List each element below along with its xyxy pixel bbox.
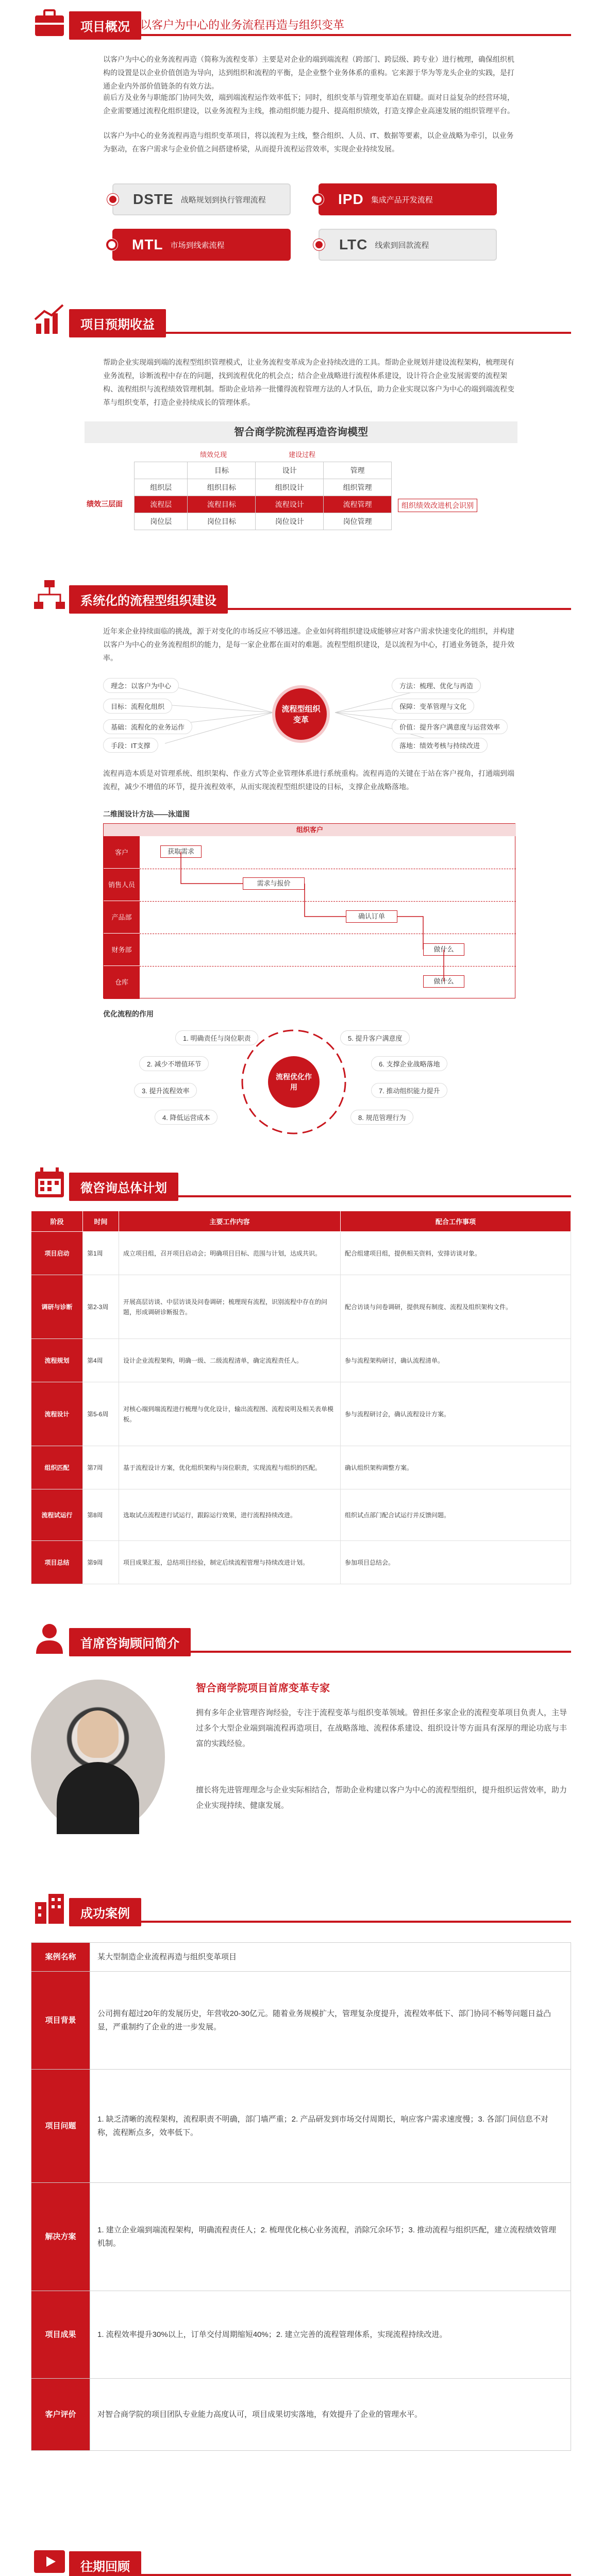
model-title: 智合商学院流程再造咨询模型 (85, 421, 517, 443)
section-overview (0, 0, 602, 278)
paragraph: 以客户为中心的业务流程再造与组织变革项目，将以流程为主线，整合组织、人员、IT、数据等要素，以企业战略为牵引，以业务为驱动，在客户需求与企业价值之间搭建桥梁，从而提升流程运营效率，实现企业持续发展。 (103, 131, 514, 153)
pill: 落地：绩效考核与持续改进 (392, 738, 488, 753)
briefcase-icon (31, 4, 68, 41)
section-title: 系统化的流程型组织建设 (69, 585, 228, 614)
title-underline (69, 1921, 571, 1923)
pill: 理念：以客户为中心 (103, 678, 179, 693)
paragraph: 前后方及业务与职能部门协同失效，端到端流程运作效率低下；同时，组织变革与管理变革迫在眉睫。面对日益复杂的经营环境，企业需要通过流程化组织建设，以业务流程为主线，推动组织能力提升、提高组织绩效，打造支撑企业高速发展的组织管理平台。 (103, 93, 514, 115)
opt-item: 8. 规范管理行为 (350, 1110, 413, 1125)
section-plan (0, 1154, 602, 1607)
section-title: 首席咨询顾问简介 (69, 1628, 191, 1656)
opt-item: 5. 提升客户满意度 (340, 1030, 410, 1045)
model-top: 绩效兑现 (200, 451, 227, 459)
pill: 保障：变革管理与文化 (392, 699, 474, 714)
section-title: 微咨询总体计划 (69, 1173, 178, 1201)
opt-item: 6. 支撑企业战略落地 (371, 1056, 447, 1071)
opt-item: 1. 明确责任与岗位职责 (175, 1030, 258, 1045)
title-underline (69, 34, 571, 36)
lane-label: 客户 (104, 836, 140, 869)
paragraph: 近年来企业持续面临的挑战，源于对变化的市场反应不够迅速。企业如何将组织建设成能够应对客户需求快速变化的组织，并构建以客户为中心的业务流程组织的能力，是每一家企业都在面对的难题。流程型组织建设，是以流程为中心，打通业务链条，提升效率。 (103, 627, 514, 662)
section-subtitle: 以客户为中心的业务流程再造与组织变革 (140, 19, 345, 31)
lane-box: 确认订单 (346, 910, 397, 923)
person-icon (31, 1620, 68, 1657)
title-underline (69, 2574, 571, 2576)
lane-label: 仓库 (114, 978, 128, 986)
title-underline (69, 1195, 571, 1197)
paragraph: 拥有多年企业管理咨询经验，专注于流程变革与组织变革领域。曾担任多家企业的流程变革项目负责人，主导过多个大型企业端到端流程再造项目，在战略落地、流程体系建设、组织设计等方面具有深厚的理论功底与丰富的实践经验。 (196, 1708, 567, 1748)
paragraph: 擅长将先进管理理念与企业实际相结合，帮助企业构建以客户为中心的流程型组织，提升组织运营效率，助力企业实现持续、健康发展。 (196, 1786, 567, 1810)
opt-center: 流程优化作用 (268, 1056, 320, 1108)
pill: 方法：梳理、优化与再造 (392, 678, 481, 693)
pill: 基础：流程化的业务运作 (103, 719, 192, 734)
lane-label: 财务部 (104, 934, 140, 966)
building-icon (31, 1890, 68, 1927)
section-case (0, 1886, 602, 2530)
model-left: 绩效三层面 (87, 500, 123, 508)
section-title: 成功案例 (69, 1898, 141, 1926)
lane-label: 销售人员 (104, 869, 140, 901)
flow-chart-icon (31, 577, 68, 614)
lane-box: 做什么 (423, 943, 464, 956)
section-title: 往期回顾 (69, 2551, 141, 2576)
paragraph: 以客户为中心的业务流程再造（简称为流程变革）主要是对企业的端到端流程（跨部门、跨层级、跨专业）进行梳理，确保组织机构的设置是以企业价值创造为导向，达到组织和流程的平衡，是企业整个业务体系的重构。它来源于华为等龙头企业的实践，是打通企业内外部价值链条的有效方法。 (103, 55, 514, 90)
case-table: 案例名称 某大型制造企业流程再造与组织变革项目 项目背景 公司拥有超过20年的发展历史，年营收20-30亿元。随着业务规模扩大，管理复杂度提升，流程效率低下、部门协同不畅等问题日益凸显，严重制约了企业的进一步发展。 项目问题 1. 缺乏清晰的流程架构，流程职责不明确，部门墙严重；2. 产品研发到市场交付周期长，响应客户需求速度慢；3. 各部门间信息不对称，流程断点多，效率低下。 解决方案 1. 建立企业端到端流程架构，明确流程责任人；2. 梳理优化核心业务流程，消除冗余环节；3. 推动流程与组织匹配，建立流程绩效管理机制。 项目成果 1. 流程效率提升30%以上，订单交付周期缩短40%；2. 建立完善的流程管理体系，实现流程持续改进。 客户评价 对智合商学院的项目团队专业能力高度认可，项目成果切实落地，有效提升了企业的管理水平。 (31, 1942, 571, 2451)
section-consultant (0, 1607, 602, 1886)
pill: 手段：IT支撑 (103, 738, 158, 753)
title-underline (69, 332, 571, 334)
tag-mtl: MTL 市场到线索流程 (112, 229, 291, 261)
model-table: 目标 设计 管理 组织层 组织目标 组织设计 组织管理 流程层 流程目标 流程设计 流程管理 岗位层 岗位目标 岗位设计 岗位管理 (134, 462, 392, 530)
diagram-title: 二维图设计方法——泳道图 (103, 810, 190, 818)
tag-ipd: IPD 集成产品开发流程 (319, 183, 497, 215)
section-benefits (0, 278, 602, 567)
consultant-face (77, 1710, 119, 1758)
swimlane-diagram (103, 823, 515, 998)
section-review (0, 2540, 602, 2576)
model-row2: 建设过程 (289, 451, 316, 459)
tag-dste: DSTE 战略规划到执行管理流程 (112, 183, 291, 215)
opt-item: 4. 降低运营成本 (155, 1110, 218, 1125)
calendar-icon (31, 1164, 68, 1201)
paragraph: 帮助企业实现端到端的流程型组织管理模式，让业务流程变革成为企业持续改进的工具。帮助企业规划并建设流程架构，梳理现有业务流程，诊断流程中存在的问题，找到流程优化的机会点；结合企业战略进行流程体系建设，设计符合企业发展需要的流程架构、流程组织与流程绩效管理机制。帮助企业培养一批懂得流程管理方法的人才队伍，助力企业实现以客户为中心的端到端流程变革与组织变革，打造企业持续成长的管理体系。 (103, 358, 514, 406)
title-underline (69, 608, 571, 610)
opt-item: 2. 减少不增值环节 (139, 1056, 209, 1071)
title-underline (69, 1651, 571, 1653)
org-center: 流程型组织变革 (275, 688, 327, 740)
opt-item: 7. 推动组织能力提升 (371, 1083, 447, 1098)
model-right: 组织绩效改进机会识别 (398, 499, 477, 512)
lane-label: 产品部 (104, 901, 140, 934)
plan-table: 阶段 时间 主要工作内容 配合工作事项 项目启动 第1周 成立项目组，召开项目启动会；明确项目目标、范围与计划，达成共识。 配合组建项目组，提供相关资料，安排访谈对象。 调研与诊断 第2-3周 开展高层访谈、中层访谈及问卷调研；梳理现有流程，识别流程中存在的问题，形成调研诊断报告。 配合访谈与问卷调研，提供现有制度、流程及组织架构文件。 流程规划 第4周 设计企业流程架构，明确一级、二级流程清单，确定流程责任人。 参与流程架构研讨，确认流程清单。 流程设计 第5-6周 对核心端到端流程进行梳理与优化设计，输出流程图、流程说明及相关表单模板。 参与流程研讨会，确认流程设计方案。 组织匹配 第7周 基于流程设计方案，优化组织架构与岗位职责，实现流程与组织的匹配。 确认组织架构调整方案。 流程试运行 第8周 选取试点流程进行试运行，跟踪运行效果，进行流程持续改进。 组织试点部门配合试运行并反馈问题。 项目总结 第9周 项目成果汇报，总结项目经验，制定后续流程管理与持续改进计划。 参加项目总结会。 (31, 1211, 571, 1584)
section-title: 项目预期收益 (69, 309, 166, 337)
consultant-name: 智合商学院项目首席变革专家 (196, 1683, 330, 1694)
pill: 价值：提升客户满意度与运营效率 (392, 719, 508, 734)
lane-box: 获取需求 (160, 845, 202, 858)
video-icon (31, 2543, 68, 2576)
section-title: 项目概况 (69, 11, 141, 40)
chart-growth-icon (31, 301, 68, 338)
opt-item: 3. 提升流程效率 (134, 1083, 197, 1098)
lane-box: 做什么 (423, 975, 464, 988)
lane-box: 需求与报价 (243, 877, 305, 890)
paragraph: 流程再造本质是对管理系统、组织架构、作业方式等企业管理体系进行系统重构。流程再造的关键在于站在客户视角，打通端到端流程，减少不增值的环节，提升流程效率，从而实现流程型组织建设的目标，支撑企业战略落地。 (103, 769, 514, 791)
section-process-org (0, 567, 602, 1154)
pill: 目标：流程化组织 (103, 699, 172, 714)
tag-ltc: LTC 线索到回款流程 (319, 229, 497, 261)
opt-title: 优化流程的作用 (103, 1010, 154, 1018)
lane-header: 组织客户 (104, 824, 516, 836)
